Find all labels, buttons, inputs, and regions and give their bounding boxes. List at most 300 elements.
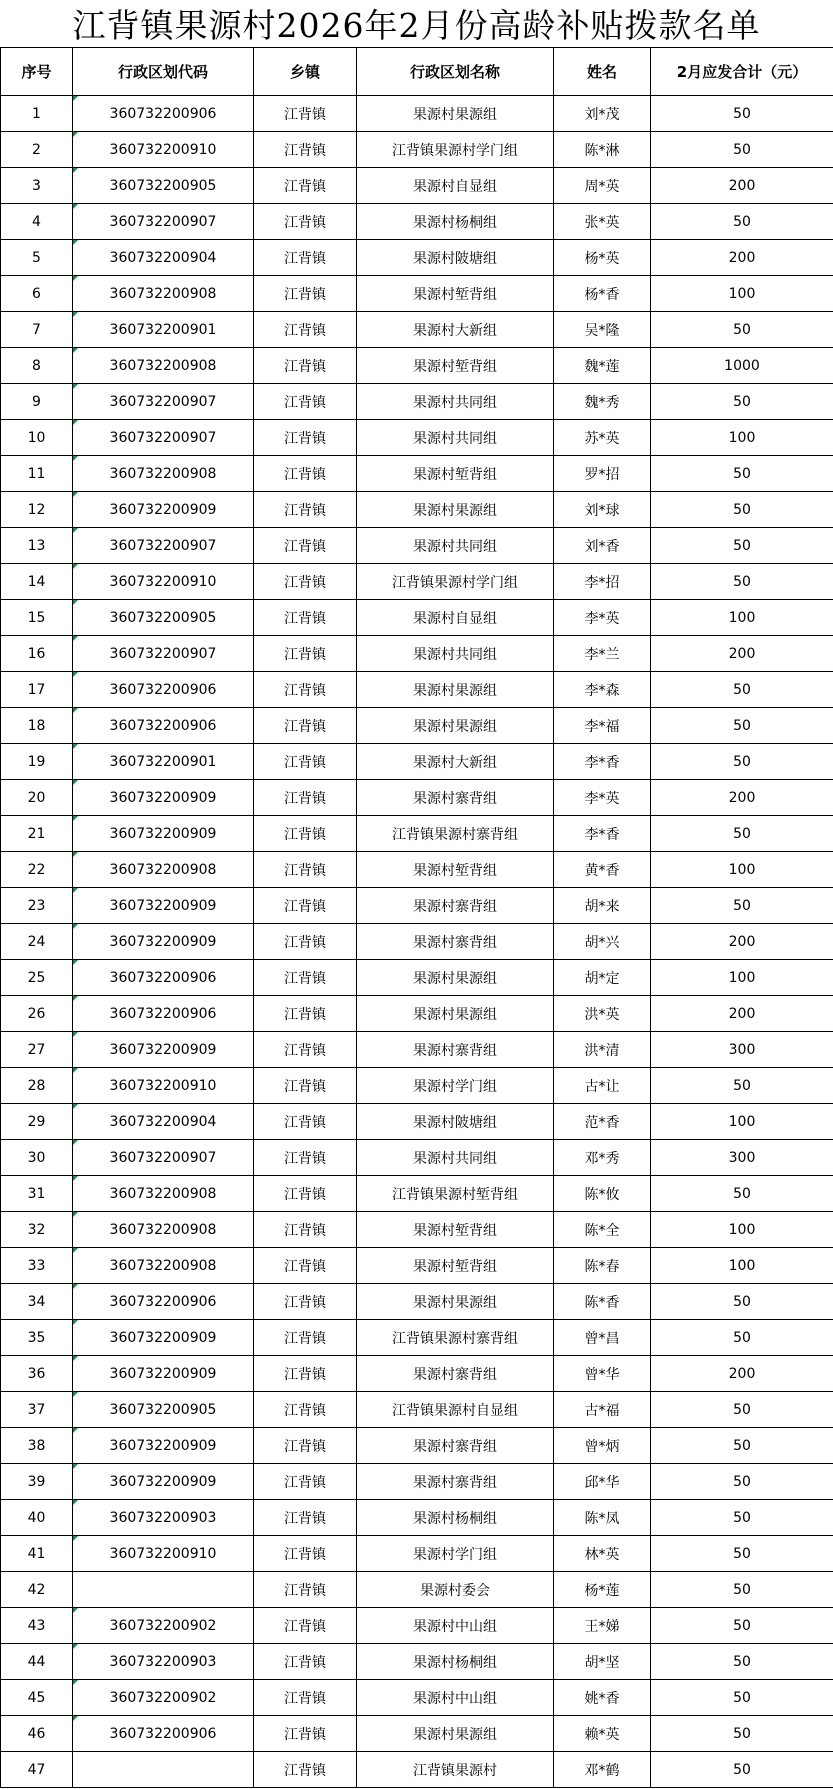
table-body	[1, 96, 833, 1788]
cell-township[interactable]: 江背镇	[254, 564, 357, 600]
cell-region-name[interactable]: 果源村陂塘组	[357, 1104, 554, 1140]
cell-index[interactable]: 40	[1, 1500, 73, 1536]
cell-index[interactable]: 29	[1, 1104, 73, 1140]
cell-name[interactable]: 刘*球	[554, 492, 651, 528]
cell-region-code[interactable]: 360732200908	[73, 1176, 254, 1212]
cell-amount[interactable]: 50	[651, 1680, 833, 1716]
cell-region-code[interactable]: 360732200904	[73, 240, 254, 276]
cell-amount[interactable]: 50	[651, 492, 833, 528]
cell-region-code[interactable]: 360732200904	[73, 1104, 254, 1140]
cell-region-code[interactable]: 360732200909	[73, 1320, 254, 1356]
cell-region-code[interactable]: 360732200908	[73, 276, 254, 312]
table-row	[1, 456, 833, 492]
table-row	[1, 888, 833, 924]
cell-amount[interactable]: 100	[651, 420, 833, 456]
cell-township[interactable]: 江背镇	[254, 492, 357, 528]
cell-region-code[interactable]: 360732200908	[73, 852, 254, 888]
cell-township[interactable]: 江背镇	[254, 1428, 357, 1464]
cell-index[interactable]: 26	[1, 996, 73, 1032]
cell-region-name[interactable]: 江背镇果源村学门组	[357, 564, 554, 600]
cell-township[interactable]: 江背镇	[254, 168, 357, 204]
cell-region-code[interactable]: 360732200905	[73, 168, 254, 204]
cell-region-name[interactable]: 江背镇果源村学门组	[357, 132, 554, 168]
cell-region-name[interactable]: 江背镇果源村寨背组	[357, 816, 554, 852]
cell-township[interactable]: 江背镇	[254, 780, 357, 816]
cell-index[interactable]: 4	[1, 204, 73, 240]
cell-name[interactable]: 苏*英	[554, 420, 651, 456]
cell-township[interactable]: 江背镇	[254, 1752, 357, 1788]
header-cell-amount[interactable]: 2月应发合计（元）	[651, 48, 833, 96]
cell-index[interactable]: 8	[1, 348, 73, 384]
cell-index[interactable]: 24	[1, 924, 73, 960]
cell-index[interactable]: 19	[1, 744, 73, 780]
header-cell-name[interactable]: 姓名	[554, 48, 651, 96]
cell-township[interactable]: 江背镇	[254, 1716, 357, 1752]
cell-township[interactable]: 江背镇	[254, 1464, 357, 1500]
table-row	[1, 1392, 833, 1428]
cell-name[interactable]: 林*英	[554, 1536, 651, 1572]
cell-name[interactable]: 李*香	[554, 816, 651, 852]
cell-region-name[interactable]: 果源村寨背组	[357, 1464, 554, 1500]
cell-name[interactable]: 邓*鹤	[554, 1752, 651, 1788]
cell-name[interactable]: 李*英	[554, 780, 651, 816]
cell-amount[interactable]: 50	[651, 132, 833, 168]
cell-index[interactable]: 9	[1, 384, 73, 420]
cell-amount[interactable]: 100	[651, 600, 833, 636]
cell-index[interactable]: 14	[1, 564, 73, 600]
header-cell-township[interactable]: 乡镇	[254, 48, 357, 96]
cell-region-name[interactable]: 江背镇果源村	[357, 1752, 554, 1788]
cell-region-name[interactable]: 果源村共同组	[357, 420, 554, 456]
cell-name[interactable]: 杨*莲	[554, 1572, 651, 1608]
cell-region-name[interactable]: 果源村自显组	[357, 168, 554, 204]
cell-region-code[interactable]: 360732200909	[73, 1464, 254, 1500]
cell-township[interactable]: 江背镇	[254, 312, 357, 348]
cell-amount[interactable]: 50	[651, 672, 833, 708]
cell-amount[interactable]: 50	[651, 816, 833, 852]
cell-amount[interactable]: 50	[651, 456, 833, 492]
cell-index[interactable]: 3	[1, 168, 73, 204]
cell-amount[interactable]: 50	[651, 1644, 833, 1680]
cell-region-name[interactable]: 果源村共同组	[357, 1140, 554, 1176]
cell-name[interactable]: 胡*坚	[554, 1644, 651, 1680]
cell-index[interactable]: 6	[1, 276, 73, 312]
cell-amount[interactable]: 50	[651, 744, 833, 780]
cell-region-name[interactable]: 果源村堑背组	[357, 456, 554, 492]
cell-index[interactable]: 25	[1, 960, 73, 996]
cell-region-name[interactable]: 江背镇果源村堑背组	[357, 1176, 554, 1212]
cell-township[interactable]: 江背镇	[254, 996, 357, 1032]
cell-township[interactable]: 江背镇	[254, 240, 357, 276]
cell-index[interactable]: 47	[1, 1752, 73, 1788]
cell-region-name[interactable]: 果源村自显组	[357, 600, 554, 636]
cell-region-name[interactable]: 果源村委会	[357, 1572, 554, 1608]
table-row	[1, 1140, 833, 1176]
cell-region-name[interactable]: 果源村寨背组	[357, 888, 554, 924]
cell-township[interactable]: 江背镇	[254, 132, 357, 168]
cell-index[interactable]: 34	[1, 1284, 73, 1320]
cell-amount[interactable]: 50	[651, 1392, 833, 1428]
cell-township[interactable]: 江背镇	[254, 1644, 357, 1680]
cell-region-name[interactable]: 果源村果源组	[357, 708, 554, 744]
cell-amount[interactable]: 50	[651, 384, 833, 420]
cell-region-code[interactable]: 360732200906	[73, 996, 254, 1032]
cell-amount[interactable]: 50	[651, 708, 833, 744]
cell-township[interactable]: 江背镇	[254, 636, 357, 672]
cell-name[interactable]: 洪*英	[554, 996, 651, 1032]
cell-index[interactable]: 46	[1, 1716, 73, 1752]
cell-index[interactable]: 35	[1, 1320, 73, 1356]
cell-region-code[interactable]: 360732200903	[73, 1500, 254, 1536]
cell-township[interactable]: 江背镇	[254, 1356, 357, 1392]
cell-name[interactable]: 陈*淋	[554, 132, 651, 168]
cell-name[interactable]: 李*香	[554, 744, 651, 780]
cell-region-code[interactable]	[73, 1752, 254, 1788]
cell-township[interactable]: 江背镇	[254, 672, 357, 708]
cell-region-name[interactable]: 果源村共同组	[357, 384, 554, 420]
cell-township[interactable]: 江背镇	[254, 276, 357, 312]
cell-name[interactable]: 陈*春	[554, 1248, 651, 1284]
cell-name[interactable]: 邓*秀	[554, 1140, 651, 1176]
cell-name[interactable]: 刘*香	[554, 528, 651, 564]
cell-township[interactable]: 江背镇	[254, 1032, 357, 1068]
table-row	[1, 744, 833, 780]
cell-township[interactable]: 江背镇	[254, 708, 357, 744]
cell-township[interactable]: 江背镇	[254, 96, 357, 132]
cell-region-code[interactable]: 360732200908	[73, 1212, 254, 1248]
cell-amount[interactable]: 200	[651, 924, 833, 960]
cell-index[interactable]: 10	[1, 420, 73, 456]
cell-amount[interactable]: 50	[651, 1284, 833, 1320]
cell-region-code[interactable]: 360732200909	[73, 924, 254, 960]
cell-region-code[interactable]: 360732200908	[73, 348, 254, 384]
cell-amount[interactable]: 50	[651, 1428, 833, 1464]
cell-index[interactable]: 44	[1, 1644, 73, 1680]
cell-region-code[interactable]: 360732200909	[73, 816, 254, 852]
cell-amount[interactable]: 50	[651, 1500, 833, 1536]
cell-township[interactable]: 江背镇	[254, 1248, 357, 1284]
cell-region-name[interactable]: 果源村杨桐组	[357, 1644, 554, 1680]
cell-region-name[interactable]: 果源村中山组	[357, 1680, 554, 1716]
cell-region-code[interactable]: 360732200902	[73, 1608, 254, 1644]
cell-amount[interactable]: 50	[651, 1176, 833, 1212]
cell-amount[interactable]: 50	[651, 1572, 833, 1608]
cell-name[interactable]: 胡*定	[554, 960, 651, 996]
cell-amount[interactable]: 100	[651, 1248, 833, 1284]
table-row	[1, 780, 833, 816]
cell-region-code[interactable]: 360732200906	[73, 96, 254, 132]
cell-index[interactable]: 13	[1, 528, 73, 564]
cell-name[interactable]: 曾*华	[554, 1356, 651, 1392]
cell-amount[interactable]: 300	[651, 1032, 833, 1068]
cell-index[interactable]: 23	[1, 888, 73, 924]
cell-region-code[interactable]: 360732200905	[73, 600, 254, 636]
cell-amount[interactable]: 50	[651, 1068, 833, 1104]
cell-township[interactable]: 江背镇	[254, 1320, 357, 1356]
table-row	[1, 600, 833, 636]
cell-index[interactable]: 43	[1, 1608, 73, 1644]
cell-amount[interactable]: 50	[651, 1716, 833, 1752]
cell-index[interactable]: 30	[1, 1140, 73, 1176]
cell-index[interactable]: 16	[1, 636, 73, 672]
cell-township[interactable]: 江背镇	[254, 852, 357, 888]
cell-region-code[interactable]: 360732200907	[73, 1140, 254, 1176]
cell-index[interactable]: 1	[1, 96, 73, 132]
cell-index[interactable]: 7	[1, 312, 73, 348]
table-row	[1, 1608, 833, 1644]
cell-region-name[interactable]: 果源村寨背组	[357, 1032, 554, 1068]
cell-index[interactable]: 11	[1, 456, 73, 492]
cell-township[interactable]: 江背镇	[254, 384, 357, 420]
cell-region-name[interactable]: 果源村学门组	[357, 1536, 554, 1572]
cell-index[interactable]: 28	[1, 1068, 73, 1104]
cell-region-code[interactable]: 360732200903	[73, 1644, 254, 1680]
cell-region-name[interactable]: 果源村杨桐组	[357, 204, 554, 240]
cell-amount[interactable]: 200	[651, 996, 833, 1032]
cell-region-name[interactable]: 果源村果源组	[357, 1284, 554, 1320]
cell-township[interactable]: 江背镇	[254, 960, 357, 996]
cell-region-name[interactable]: 江背镇果源村自显组	[357, 1392, 554, 1428]
cell-amount[interactable]: 200	[651, 168, 833, 204]
cell-name[interactable]: 邱*华	[554, 1464, 651, 1500]
cell-township[interactable]: 江背镇	[254, 204, 357, 240]
cell-township[interactable]: 江背镇	[254, 888, 357, 924]
cell-name[interactable]: 曾*昌	[554, 1320, 651, 1356]
cell-index[interactable]: 18	[1, 708, 73, 744]
cell-name[interactable]: 李*森	[554, 672, 651, 708]
cell-region-name[interactable]: 江背镇果源村寨背组	[357, 1320, 554, 1356]
cell-amount[interactable]: 50	[651, 888, 833, 924]
cell-region-code[interactable]: 360732200910	[73, 564, 254, 600]
cell-name[interactable]: 刘*茂	[554, 96, 651, 132]
cell-index[interactable]: 12	[1, 492, 73, 528]
cell-region-name[interactable]: 果源村果源组	[357, 960, 554, 996]
cell-township[interactable]: 江背镇	[254, 420, 357, 456]
cell-region-code[interactable]: 360732200907	[73, 420, 254, 456]
cell-name[interactable]: 李*福	[554, 708, 651, 744]
cell-amount[interactable]: 100	[651, 1212, 833, 1248]
cell-amount[interactable]: 100	[651, 852, 833, 888]
cell-amount[interactable]: 50	[651, 96, 833, 132]
cell-region-name[interactable]: 果源村大新组	[357, 744, 554, 780]
cell-township[interactable]: 江背镇	[254, 1572, 357, 1608]
cell-name[interactable]: 古*福	[554, 1392, 651, 1428]
cell-amount[interactable]: 50	[651, 528, 833, 564]
cell-region-name[interactable]: 果源村果源组	[357, 996, 554, 1032]
cell-region-name[interactable]: 果源村共同组	[357, 528, 554, 564]
cell-name[interactable]: 陈*全	[554, 1212, 651, 1248]
cell-region-code[interactable]: 360732200906	[73, 960, 254, 996]
cell-index[interactable]: 33	[1, 1248, 73, 1284]
cell-township[interactable]: 江背镇	[254, 1104, 357, 1140]
table-row	[1, 1536, 833, 1572]
cell-amount[interactable]: 50	[651, 1752, 833, 1788]
cell-name[interactable]: 魏*秀	[554, 384, 651, 420]
cell-name[interactable]: 王*娣	[554, 1608, 651, 1644]
cell-index[interactable]: 27	[1, 1032, 73, 1068]
cell-region-name[interactable]: 果源村大新组	[357, 312, 554, 348]
cell-region-code[interactable]: 360732200909	[73, 888, 254, 924]
cell-region-code[interactable]: 360732200909	[73, 1032, 254, 1068]
cell-township[interactable]: 江背镇	[254, 1176, 357, 1212]
cell-region-name[interactable]: 果源村共同组	[357, 636, 554, 672]
cell-name[interactable]: 李*英	[554, 600, 651, 636]
cell-name[interactable]: 杨*香	[554, 276, 651, 312]
cell-name[interactable]: 曾*炳	[554, 1428, 651, 1464]
cell-region-code[interactable]	[73, 1572, 254, 1608]
cell-name[interactable]: 吴*隆	[554, 312, 651, 348]
table-row	[1, 384, 833, 420]
cell-region-code[interactable]: 360732200908	[73, 1248, 254, 1284]
cell-region-name[interactable]: 果源村陂塘组	[357, 240, 554, 276]
cell-index[interactable]: 37	[1, 1392, 73, 1428]
cell-region-name[interactable]: 果源村寨背组	[357, 924, 554, 960]
cell-region-name[interactable]: 果源村中山组	[357, 1608, 554, 1644]
cell-amount[interactable]: 200	[651, 780, 833, 816]
cell-name[interactable]: 李*招	[554, 564, 651, 600]
cell-township[interactable]: 江背镇	[254, 1392, 357, 1428]
cell-township[interactable]: 江背镇	[254, 1536, 357, 1572]
cell-region-code[interactable]: 360732200902	[73, 1680, 254, 1716]
cell-region-name[interactable]: 果源村果源组	[357, 492, 554, 528]
cell-amount[interactable]: 100	[651, 1104, 833, 1140]
cell-name[interactable]: 罗*招	[554, 456, 651, 492]
cell-index[interactable]: 41	[1, 1536, 73, 1572]
cell-region-code[interactable]: 360732200910	[73, 1068, 254, 1104]
cell-region-code[interactable]: 360732200905	[73, 1392, 254, 1428]
cell-amount[interactable]: 100	[651, 960, 833, 996]
cell-region-code[interactable]: 360732200906	[73, 708, 254, 744]
cell-township[interactable]: 江背镇	[254, 816, 357, 852]
cell-name[interactable]: 杨*英	[554, 240, 651, 276]
cell-amount[interactable]: 50	[651, 204, 833, 240]
cell-region-name[interactable]: 果源村果源组	[357, 1716, 554, 1752]
cell-name[interactable]: 范*香	[554, 1104, 651, 1140]
cell-region-name[interactable]: 果源村果源组	[357, 96, 554, 132]
cell-township[interactable]: 江背镇	[254, 744, 357, 780]
cell-region-name[interactable]: 果源村学门组	[357, 1068, 554, 1104]
cell-name[interactable]: 周*英	[554, 168, 651, 204]
cell-region-code[interactable]: 360732200909	[73, 1356, 254, 1392]
cell-name[interactable]: 陈*攸	[554, 1176, 651, 1212]
cell-township[interactable]: 江背镇	[254, 1608, 357, 1644]
cell-index[interactable]: 32	[1, 1212, 73, 1248]
cell-amount[interactable]: 1000	[651, 348, 833, 384]
cell-amount[interactable]: 200	[651, 240, 833, 276]
cell-region-code[interactable]: 360732200910	[73, 132, 254, 168]
cell-township[interactable]: 江背镇	[254, 1212, 357, 1248]
cell-region-code[interactable]: 360732200910	[73, 1536, 254, 1572]
cell-amount[interactable]: 50	[651, 1536, 833, 1572]
cell-name[interactable]: 古*让	[554, 1068, 651, 1104]
cell-township[interactable]: 江背镇	[254, 1500, 357, 1536]
header-cell-index[interactable]: 序号	[1, 48, 73, 96]
cell-name[interactable]: 黄*香	[554, 852, 651, 888]
cell-region-code[interactable]: 360732200908	[73, 456, 254, 492]
cell-index[interactable]: 5	[1, 240, 73, 276]
cell-name[interactable]: 魏*莲	[554, 348, 651, 384]
cell-township[interactable]: 江背镇	[254, 924, 357, 960]
cell-amount[interactable]: 200	[651, 1356, 833, 1392]
cell-index[interactable]: 22	[1, 852, 73, 888]
cell-region-code[interactable]: 360732200906	[73, 1284, 254, 1320]
cell-region-name[interactable]: 果源村寨背组	[357, 1356, 554, 1392]
cell-region-name[interactable]: 果源村杨桐组	[357, 1500, 554, 1536]
cell-township[interactable]: 江背镇	[254, 600, 357, 636]
cell-amount[interactable]: 50	[651, 1608, 833, 1644]
cell-index[interactable]: 17	[1, 672, 73, 708]
cell-region-name[interactable]: 果源村堑背组	[357, 1248, 554, 1284]
cell-region-name[interactable]: 果源村堑背组	[357, 1212, 554, 1248]
cell-amount[interactable]: 50	[651, 312, 833, 348]
cell-name[interactable]: 洪*清	[554, 1032, 651, 1068]
cell-region-code[interactable]: 360732200907	[73, 204, 254, 240]
cell-index[interactable]: 31	[1, 1176, 73, 1212]
cell-region-code[interactable]: 360732200907	[73, 636, 254, 672]
cell-region-name[interactable]: 果源村寨背组	[357, 1428, 554, 1464]
cell-region-name[interactable]: 果源村堑背组	[357, 348, 554, 384]
header-cell-region-code[interactable]: 行政区划代码	[73, 48, 254, 96]
cell-index[interactable]: 45	[1, 1680, 73, 1716]
cell-region-code[interactable]: 360732200909	[73, 492, 254, 528]
cell-name[interactable]: 赖*英	[554, 1716, 651, 1752]
cell-name[interactable]: 张*英	[554, 204, 651, 240]
cell-name[interactable]: 陈*凤	[554, 1500, 651, 1536]
cell-name[interactable]: 胡*兴	[554, 924, 651, 960]
cell-amount[interactable]: 50	[651, 1464, 833, 1500]
cell-region-code[interactable]: 360732200909	[73, 780, 254, 816]
cell-index[interactable]: 42	[1, 1572, 73, 1608]
cell-township[interactable]: 江背镇	[254, 348, 357, 384]
cell-amount[interactable]: 200	[651, 636, 833, 672]
cell-region-code[interactable]: 360732200901	[73, 312, 254, 348]
cell-township[interactable]: 江背镇	[254, 528, 357, 564]
cell-region-name[interactable]: 果源村寨背组	[357, 780, 554, 816]
cell-name[interactable]: 陈*香	[554, 1284, 651, 1320]
cell-region-code[interactable]: 360732200906	[73, 1716, 254, 1752]
cell-amount[interactable]: 100	[651, 276, 833, 312]
table-row	[1, 240, 833, 276]
cell-name[interactable]: 胡*来	[554, 888, 651, 924]
cell-amount[interactable]: 300	[651, 1140, 833, 1176]
cell-index[interactable]: 36	[1, 1356, 73, 1392]
cell-township[interactable]: 江背镇	[254, 1680, 357, 1716]
cell-index[interactable]: 38	[1, 1428, 73, 1464]
cell-region-name[interactable]: 果源村堑背组	[357, 276, 554, 312]
cell-region-name[interactable]: 果源村果源组	[357, 672, 554, 708]
cell-region-code[interactable]: 360732200909	[73, 1428, 254, 1464]
cell-township[interactable]: 江背镇	[254, 1140, 357, 1176]
cell-index[interactable]: 2	[1, 132, 73, 168]
cell-township[interactable]: 江背镇	[254, 1284, 357, 1320]
cell-region-code[interactable]: 360732200901	[73, 744, 254, 780]
cell-index[interactable]: 15	[1, 600, 73, 636]
cell-index[interactable]: 20	[1, 780, 73, 816]
cell-index[interactable]: 39	[1, 1464, 73, 1500]
cell-name[interactable]: 李*兰	[554, 636, 651, 672]
cell-region-code[interactable]: 360732200906	[73, 672, 254, 708]
cell-amount[interactable]: 50	[651, 1320, 833, 1356]
cell-township[interactable]: 江背镇	[254, 456, 357, 492]
cell-name[interactable]: 姚*香	[554, 1680, 651, 1716]
cell-region-code[interactable]: 360732200907	[73, 528, 254, 564]
cell-region-name[interactable]: 果源村堑背组	[357, 852, 554, 888]
cell-township[interactable]: 江背镇	[254, 1068, 357, 1104]
cell-region-code[interactable]: 360732200907	[73, 384, 254, 420]
cell-index[interactable]: 21	[1, 816, 73, 852]
cell-amount[interactable]: 50	[651, 564, 833, 600]
header-cell-region-name[interactable]: 行政区划名称	[357, 48, 554, 96]
